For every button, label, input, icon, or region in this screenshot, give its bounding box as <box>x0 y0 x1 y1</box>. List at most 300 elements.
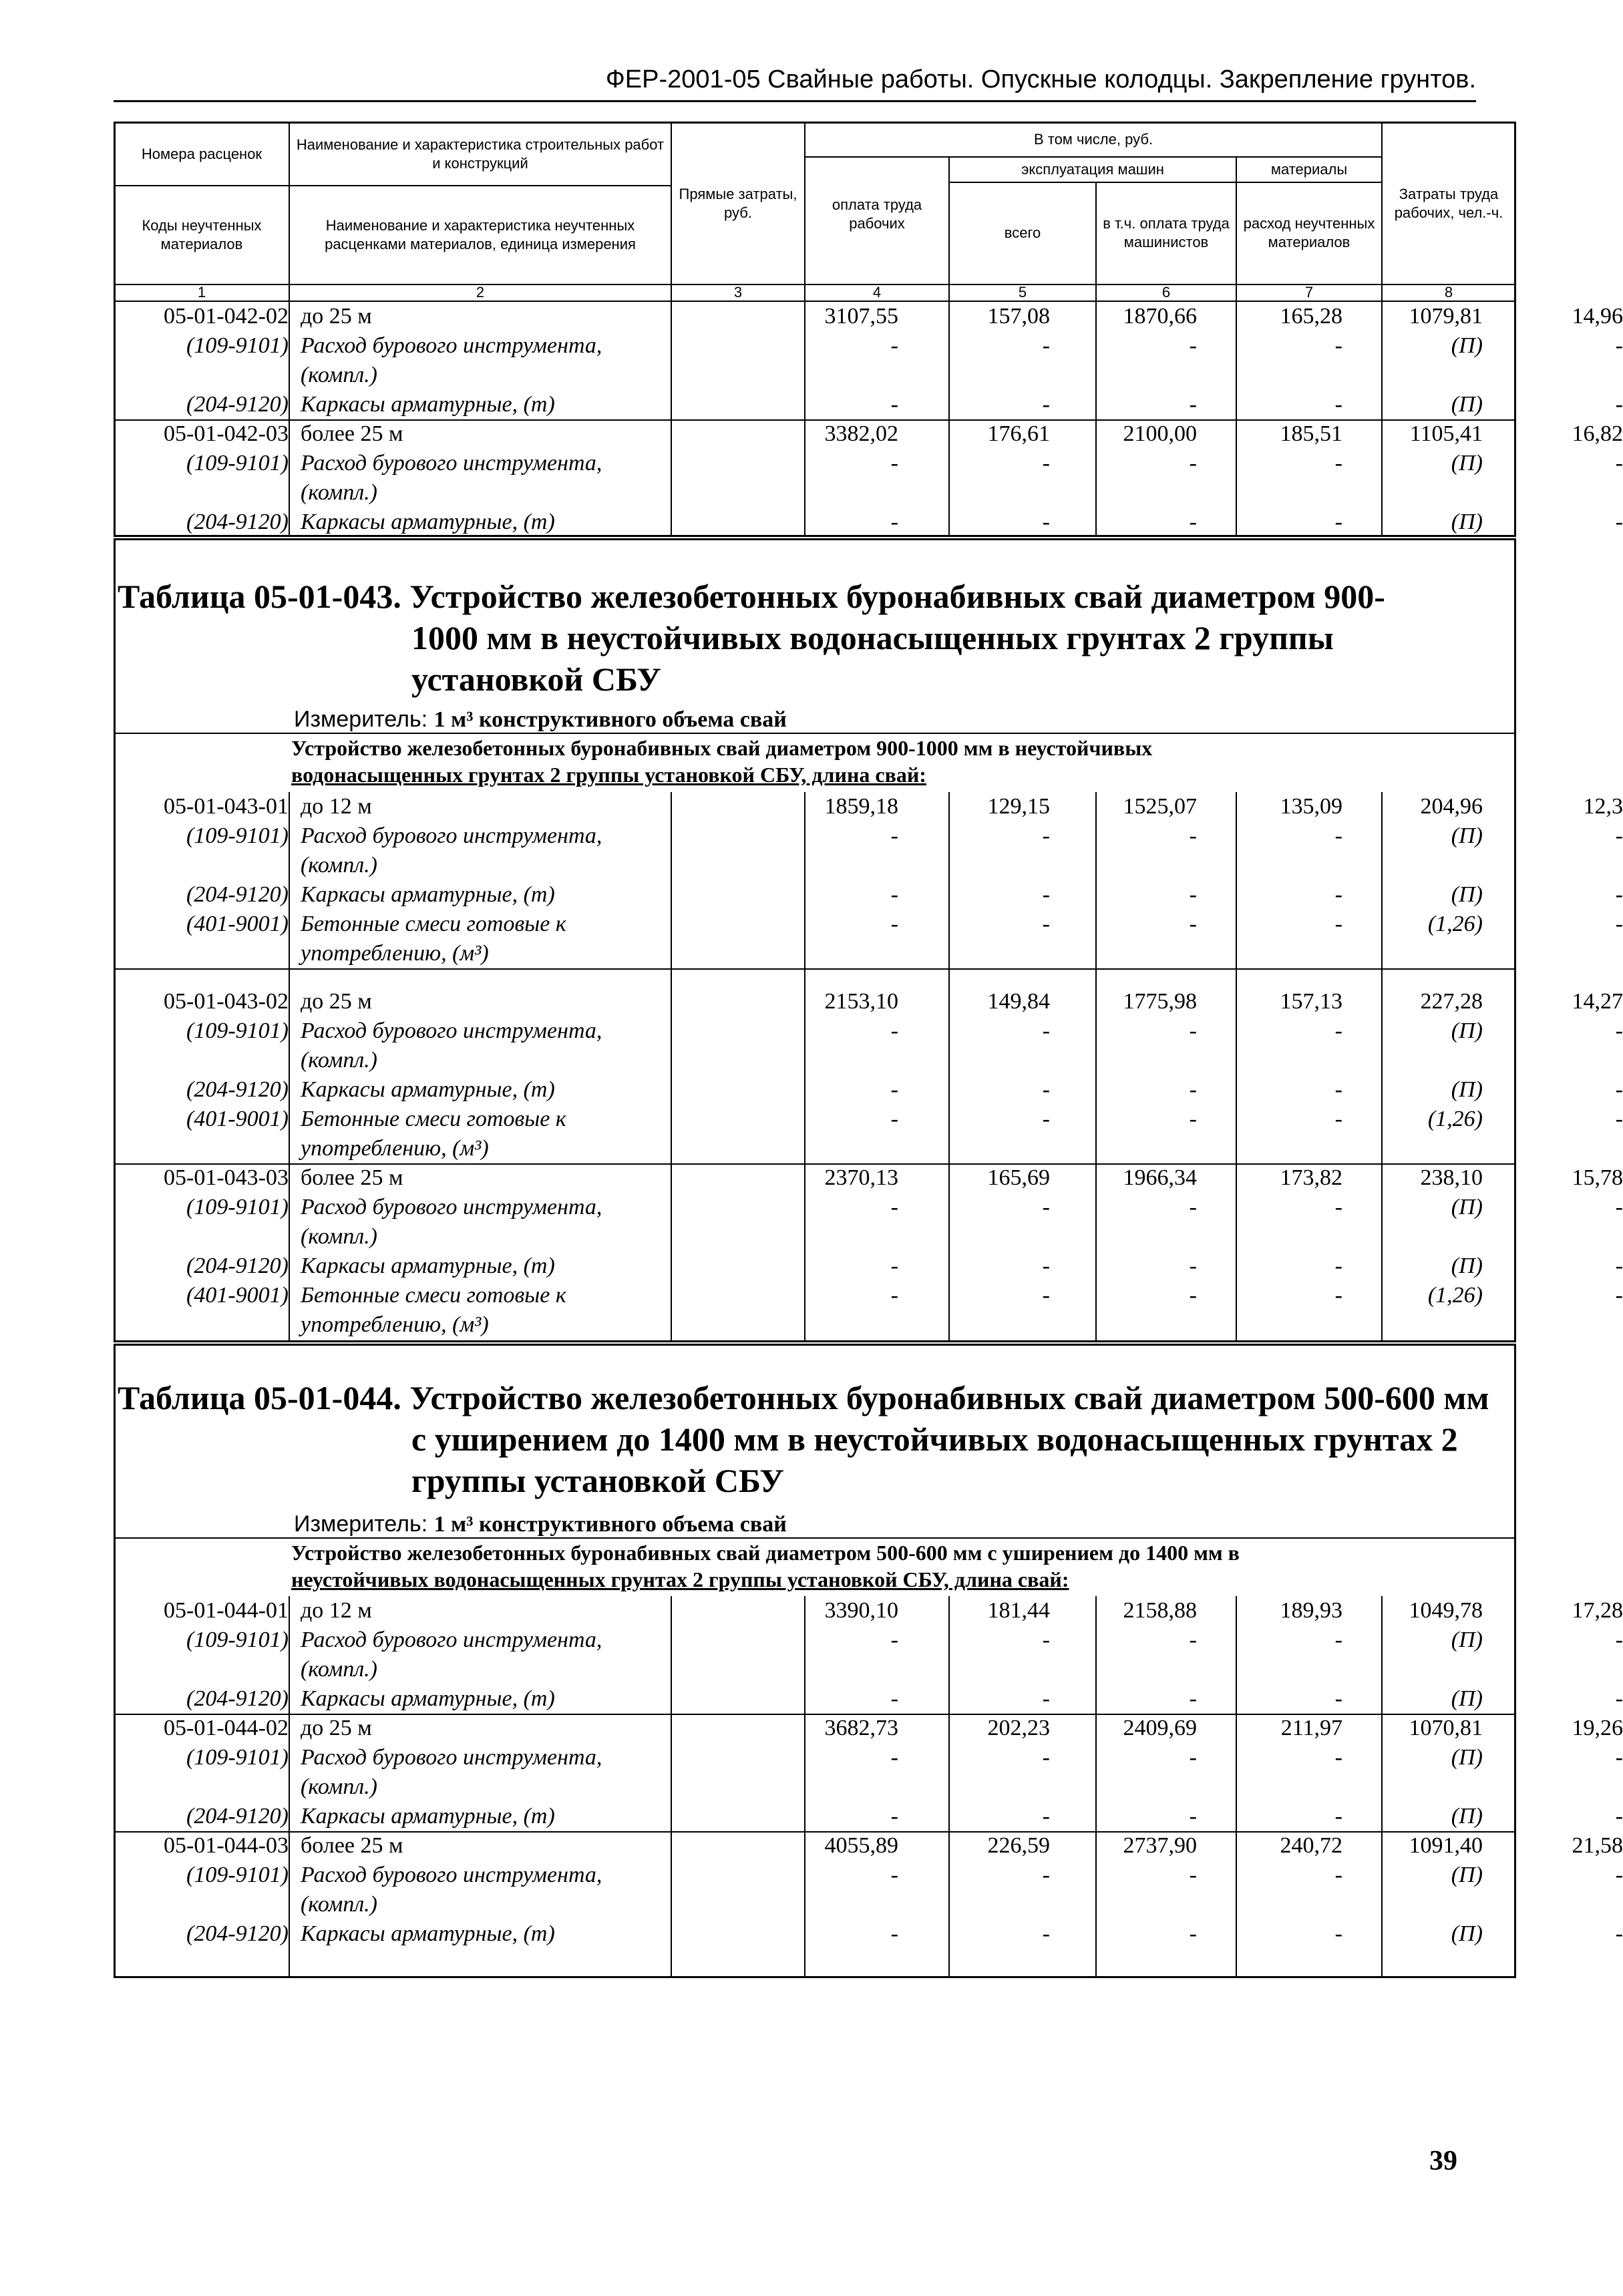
cell-direct: 3390,10 <box>824 1598 898 1623</box>
cell-labor: - <box>1042 1195 1050 1219</box>
cell-name: Расход бурового инструмента, <box>301 451 602 475</box>
cell-mach: - <box>1189 882 1197 907</box>
table-043-unit-value: 1 м³ конструктивного объема свай <box>433 707 787 732</box>
table-043-title-line3: установкой СБУ <box>411 660 661 698</box>
cell-machlab: - <box>1334 912 1342 936</box>
cell-name: (компл.) <box>301 480 377 505</box>
cell-code: 05-01-043-03 <box>164 1165 289 1190</box>
cell-direct: - <box>890 1628 898 1652</box>
cell-labor: - <box>1042 1283 1050 1308</box>
cell-hours: 14,96 <box>1572 304 1623 329</box>
cell-name: до 25 м <box>301 304 372 329</box>
cell-mach: - <box>1189 912 1197 936</box>
cell-code <box>114 361 289 390</box>
cell-name: Расход бурового инструмента, <box>301 1195 602 1219</box>
cell-direct: 4055,89 <box>824 1833 898 1858</box>
cell-code: (204-9120) <box>186 1077 289 1102</box>
cell-direct: - <box>890 1018 898 1043</box>
cell-mach: - <box>1189 1195 1197 1219</box>
cell-hours: 19,26 <box>1572 1716 1623 1740</box>
cell-name: до 25 м <box>301 989 372 1014</box>
cell-labor: - <box>1042 1077 1050 1102</box>
cell-direct: 3107,55 <box>824 304 898 329</box>
cell-name: употреблению, (м³) <box>301 1136 489 1161</box>
cell-direct: - <box>890 1921 898 1946</box>
cell-mach: 2158,88 <box>1123 1598 1197 1623</box>
cell-direct: - <box>890 392 898 417</box>
table-044-unit-value: 1 м³ конструктивного объема свай <box>433 1512 787 1537</box>
table-row <box>114 361 1516 390</box>
cell-mat: (1,26) <box>1427 1283 1483 1308</box>
cell-machlab: - <box>1334 1863 1342 1887</box>
cell-machlab: - <box>1334 392 1342 417</box>
cell-hours: - <box>1615 912 1623 936</box>
cell-code: (109-9101) <box>186 1863 289 1887</box>
cell-machlab: 189,93 <box>1280 1598 1342 1623</box>
cell-hours: - <box>1615 1804 1623 1829</box>
header-num-1: 1 <box>197 284 206 301</box>
cell-name: Каркасы арматурные, (т) <box>301 1254 555 1278</box>
table-044-title-line3: группы установкой СБУ <box>411 1462 784 1499</box>
running-header: ФЕР-2001-05 Свайные работы. Опускные колодцы. Закрепление грунтов. <box>114 59 1476 102</box>
cell-code <box>114 851 289 880</box>
cell-direct: - <box>890 1107 898 1131</box>
cell-mat: 1070,81 <box>1409 1716 1483 1740</box>
cell-mach: 1870,66 <box>1123 304 1197 329</box>
table-row <box>114 1596 1623 1625</box>
cell-direct: - <box>890 823 898 848</box>
cell-direct: - <box>890 1077 898 1102</box>
table-044-unit <box>294 1509 787 1539</box>
cell-mach: - <box>1189 451 1197 475</box>
cell-mach: 1966,34 <box>1123 1165 1197 1190</box>
cell-labor: 165,69 <box>987 1165 1050 1190</box>
cell-mat: (П) <box>1451 1804 1483 1829</box>
cell-code: (401-9001) <box>186 1107 289 1131</box>
table-row <box>114 331 1623 361</box>
cell-mach: 1525,07 <box>1123 794 1197 819</box>
cell-mach: 2100,00 <box>1123 421 1197 446</box>
table-row <box>114 449 1623 478</box>
cell-mach: 1775,98 <box>1123 989 1197 1014</box>
cell-hours: - <box>1615 1921 1623 1946</box>
table-row <box>114 1919 1623 1949</box>
cell-direct: - <box>890 333 898 358</box>
cell-mat: (П) <box>1451 882 1483 907</box>
table-row <box>114 1625 1623 1655</box>
cell-code: (109-9101) <box>186 451 289 475</box>
cell-machlab: - <box>1334 1628 1342 1652</box>
cell-labor: 176,61 <box>987 421 1050 446</box>
cell-code: 05-01-042-02 <box>164 304 289 329</box>
cell-name: Расход бурового инструмента, <box>301 1628 602 1652</box>
cell-code: (401-9001) <box>186 1283 289 1308</box>
cell-name: Расход бурового инструмента, <box>301 333 602 358</box>
cell-name: Расход бурового инструмента, <box>301 1745 602 1770</box>
cell-mat: (1,26) <box>1427 1107 1483 1131</box>
table-044-title-line2: с уширением до 1400 мм в неустойчивых водонасыщенных грунтах 2 <box>411 1420 1458 1458</box>
cell-mach: - <box>1189 1018 1197 1043</box>
table-row <box>114 1193 1623 1222</box>
table-043-group-line2: водонасыщенных грунтах 2 группы установкой СБУ, длина свай: <box>291 763 926 787</box>
cell-labor: - <box>1042 882 1050 907</box>
cell-direct: - <box>890 1254 898 1278</box>
cell-code <box>114 1310 289 1340</box>
cell-hours: - <box>1615 1018 1623 1043</box>
cell-machlab: - <box>1334 1686 1342 1711</box>
cell-direct: 3682,73 <box>824 1716 898 1740</box>
cell-direct: - <box>890 1863 898 1887</box>
table-row <box>114 390 1623 419</box>
cell-hours: - <box>1615 1107 1623 1131</box>
table-row <box>114 478 1516 508</box>
table-row <box>114 1861 1623 1890</box>
cell-name: Каркасы арматурные, (т) <box>301 510 555 534</box>
cell-machlab: 240,72 <box>1280 1833 1342 1858</box>
table-row <box>114 910 1623 939</box>
cell-labor: - <box>1042 392 1050 417</box>
cell-mat: 238,10 <box>1420 1165 1483 1190</box>
cell-direct: 3382,02 <box>824 421 898 446</box>
cell-hours: - <box>1615 1745 1623 1770</box>
table-043-title-lead: Таблица 05-01-043. Устройство железобетонных буронабивных свай диаметром 900- <box>118 578 1385 615</box>
cell-hours: - <box>1615 333 1623 358</box>
table-043-group-line1: Устройство железобетонных буронабивных свай диаметром 900-1000 мм в неустойчивых <box>291 736 1153 760</box>
cell-mach: - <box>1189 823 1197 848</box>
cell-name: до 12 м <box>301 794 372 819</box>
cell-name: Расход бурового инструмента, <box>301 1863 602 1887</box>
table-row <box>114 851 1516 880</box>
cell-code <box>114 1890 289 1919</box>
header-num-6: 6 <box>1161 284 1171 301</box>
table-row <box>114 1684 1623 1714</box>
cell-code: 05-01-043-01 <box>164 794 289 819</box>
header-num-4: 4 <box>872 284 882 301</box>
cell-hours: - <box>1615 1254 1623 1278</box>
cell-name: Каркасы арматурные, (т) <box>301 882 555 907</box>
cell-labor: - <box>1042 1921 1050 1946</box>
header-num-8: 8 <box>1444 284 1453 301</box>
cell-labor: 157,08 <box>987 304 1050 329</box>
cell-name: до 12 м <box>301 1598 372 1623</box>
header-materials: материалы <box>1270 161 1348 178</box>
cell-name: Расход бурового инструмента, <box>301 823 602 848</box>
cell-labor: - <box>1042 1804 1050 1829</box>
cell-name: более 25 м <box>301 1165 403 1190</box>
cell-code <box>114 939 289 968</box>
table-row <box>114 419 1623 449</box>
cell-code: 05-01-044-03 <box>164 1833 289 1858</box>
table-043-group-heading <box>291 735 1513 788</box>
cell-machlab: - <box>1334 451 1342 475</box>
cell-hours: - <box>1615 1686 1623 1711</box>
cell-labor: - <box>1042 333 1050 358</box>
cell-mach: - <box>1189 1254 1197 1278</box>
cell-mach: 2737,90 <box>1123 1833 1197 1858</box>
cell-mat: (П) <box>1451 1254 1483 1278</box>
cell-machlab: - <box>1334 1921 1342 1946</box>
cell-code: 05-01-044-01 <box>164 1598 289 1623</box>
cell-labor: - <box>1042 1628 1050 1652</box>
header-num-3: 3 <box>733 284 743 301</box>
table-row <box>114 792 1623 821</box>
cell-mat: (П) <box>1451 333 1483 358</box>
cell-name: (компл.) <box>301 1892 377 1917</box>
cell-name: Бетонные смеси готовые к <box>301 1283 566 1308</box>
cell-labor: - <box>1042 1254 1050 1278</box>
header-machine-operation: эксплуатация машин <box>1021 161 1164 178</box>
table-row <box>114 987 1623 1016</box>
cell-direct: 2370,13 <box>824 1165 898 1190</box>
header-machine-total: всего <box>1004 224 1041 241</box>
table-row <box>114 1655 1516 1684</box>
cell-code: (204-9120) <box>186 1804 289 1829</box>
cell-code <box>114 1222 289 1252</box>
cell-direct: - <box>890 882 898 907</box>
header-material-name: Наименование и характеристика неучтенных расценками материалов, единица измерения <box>325 217 636 252</box>
header-labor-hours: Затраты труда рабочих, чел.-ч. <box>1394 186 1503 221</box>
cell-code: (109-9101) <box>186 1745 289 1770</box>
cell-hours: 21,58 <box>1572 1833 1623 1858</box>
cell-mach: - <box>1189 333 1197 358</box>
cell-machlab: - <box>1334 882 1342 907</box>
cell-code: (109-9101) <box>186 1018 289 1043</box>
table-044-group-line1: Устройство железобетонных буронабивных свай диаметром 500-600 мм с уширением до 1400 мм в <box>291 1541 1240 1565</box>
cell-name: Каркасы арматурные, (т) <box>301 1921 555 1946</box>
cell-direct: - <box>890 1195 898 1219</box>
cell-hours: - <box>1615 392 1623 417</box>
cell-mach: - <box>1189 1283 1197 1308</box>
cell-direct: - <box>890 451 898 475</box>
table-043-unit-label: Измеритель: <box>294 707 434 732</box>
cell-labor: - <box>1042 823 1050 848</box>
table-043-unit <box>294 705 787 735</box>
cell-name: (компл.) <box>301 853 377 878</box>
cell-name: до 25 м <box>301 1716 372 1740</box>
cell-labor: - <box>1042 1686 1050 1711</box>
cell-direct: 2153,10 <box>824 989 898 1014</box>
header-direct-costs: Прямые затраты, руб. <box>679 186 797 221</box>
cell-machlab: - <box>1334 1107 1342 1131</box>
cell-mat: (П) <box>1451 1745 1483 1770</box>
cell-code: (109-9101) <box>186 1195 289 1219</box>
cell-mat: 1079,81 <box>1409 304 1483 329</box>
cell-machlab: - <box>1334 1195 1342 1219</box>
header-operator-wages: в т.ч. оплата труда машинистов <box>1103 215 1230 250</box>
cell-name: Бетонные смеси готовые к <box>301 1107 566 1131</box>
cell-name: (компл.) <box>301 1774 377 1799</box>
cell-mat: (П) <box>1451 1077 1483 1102</box>
cell-machlab: - <box>1334 1283 1342 1308</box>
cell-hours: - <box>1615 882 1623 907</box>
cell-mach: - <box>1189 392 1197 417</box>
table-044-group-heading <box>291 1539 1513 1593</box>
cell-labor: 129,15 <box>987 794 1050 819</box>
cell-mat: 204,96 <box>1420 794 1483 819</box>
cell-labor: 202,23 <box>987 1716 1050 1740</box>
cell-name: (компл.) <box>301 1048 377 1073</box>
cell-code: (109-9101) <box>186 333 289 358</box>
cell-name: (компл.) <box>301 1224 377 1249</box>
cell-mach: - <box>1189 1686 1197 1711</box>
header-num-2: 2 <box>476 284 485 301</box>
cell-labor: - <box>1042 1107 1050 1131</box>
cell-code: (204-9120) <box>186 1254 289 1278</box>
cell-code: (204-9120) <box>186 510 289 534</box>
table-row <box>114 880 1623 910</box>
cell-mach: - <box>1189 1921 1197 1946</box>
cell-code: 05-01-044-02 <box>164 1716 289 1740</box>
cell-code <box>114 1134 289 1163</box>
table-row <box>114 1310 1516 1340</box>
table-row <box>114 1252 1623 1281</box>
cell-mat: (П) <box>1451 392 1483 417</box>
header-material-consumption: расход неучтенных материалов <box>1243 215 1375 250</box>
header-work-name: Наименование и характеристика строительных работ и конструкций <box>296 136 665 172</box>
cell-hours: - <box>1615 1077 1623 1102</box>
cell-labor: - <box>1042 1018 1050 1043</box>
header-material-codes: Коды неучтенных материалов <box>142 217 262 252</box>
cell-name: Каркасы арматурные, (т) <box>301 1804 555 1829</box>
cell-machlab: 185,51 <box>1280 421 1342 446</box>
cell-direct: - <box>890 510 898 534</box>
table-row <box>114 302 1623 331</box>
cell-code: (204-9120) <box>186 882 289 907</box>
cell-mat: (П) <box>1451 1018 1483 1043</box>
cell-hours: - <box>1615 1283 1623 1308</box>
cell-name: более 25 м <box>301 1833 403 1858</box>
cell-mat: (П) <box>1451 1863 1483 1887</box>
cell-name: Каркасы арматурные, (т) <box>301 392 555 417</box>
cell-machlab: 211,97 <box>1280 1716 1342 1740</box>
cell-mat: (П) <box>1451 1686 1483 1711</box>
cell-mat: 1105,41 <box>1409 421 1483 446</box>
table-row <box>114 508 1623 537</box>
cell-labor: 181,44 <box>987 1598 1050 1623</box>
cell-labor: - <box>1042 510 1050 534</box>
cell-hours: 12,3 <box>1583 794 1623 819</box>
cell-mat: (П) <box>1451 1195 1483 1219</box>
cell-machlab: - <box>1334 823 1342 848</box>
cell-name: употреблению, (м³) <box>301 941 489 966</box>
cell-code: 05-01-043-02 <box>164 989 289 1014</box>
cell-mat: 1091,40 <box>1409 1833 1483 1858</box>
cell-labor: - <box>1042 1745 1050 1770</box>
cell-machlab: 165,28 <box>1280 304 1342 329</box>
cell-code: 05-01-042-03 <box>164 421 289 446</box>
table-044-title-lead: Таблица 05-01-044. Устройство железобетонных буронабивных свай диаметром 500-600 мм <box>118 1379 1489 1416</box>
cell-mach: 2409,69 <box>1123 1716 1197 1740</box>
cell-machlab: 135,09 <box>1280 794 1342 819</box>
cell-hours: - <box>1615 510 1623 534</box>
cell-machlab: - <box>1334 510 1342 534</box>
cell-code <box>114 1655 289 1684</box>
cell-direct: 1859,18 <box>824 794 898 819</box>
cell-code <box>114 1046 289 1075</box>
table-row <box>114 1105 1623 1134</box>
table-row <box>114 1743 1623 1772</box>
table-row <box>114 939 1516 968</box>
cell-mat: (П) <box>1451 1628 1483 1652</box>
cell-mat: (П) <box>1451 510 1483 534</box>
cell-hours: - <box>1615 1628 1623 1652</box>
cell-machlab: - <box>1334 1804 1342 1829</box>
table-043-title <box>118 576 1513 700</box>
cell-name: Расход бурового инструмента, <box>301 1018 602 1043</box>
table-row <box>114 1890 1516 1919</box>
table-row <box>114 1714 1623 1743</box>
cell-machlab: 157,13 <box>1280 989 1342 1014</box>
cell-hours: - <box>1615 451 1623 475</box>
cell-name: Каркасы арматурные, (т) <box>301 1077 555 1102</box>
cell-code <box>114 478 289 508</box>
cell-labor: - <box>1042 912 1050 936</box>
cell-machlab: - <box>1334 1077 1342 1102</box>
table-row <box>114 1134 1516 1163</box>
cell-name: Каркасы арматурные, (т) <box>301 1686 555 1711</box>
table-row <box>114 1222 1516 1252</box>
cell-name: (компл.) <box>301 363 377 387</box>
cell-direct: - <box>890 1745 898 1770</box>
cell-mach: - <box>1189 1107 1197 1131</box>
cell-hours: 17,28 <box>1572 1598 1623 1623</box>
cell-machlab: - <box>1334 1254 1342 1278</box>
cell-mach: - <box>1189 1804 1197 1829</box>
cell-machlab: - <box>1334 1745 1342 1770</box>
cell-mat: (П) <box>1451 1921 1483 1946</box>
cell-mach: - <box>1189 1628 1197 1652</box>
header-num-5: 5 <box>1018 284 1027 301</box>
cell-mach: - <box>1189 510 1197 534</box>
cell-mach: - <box>1189 1745 1197 1770</box>
table-044-title <box>118 1377 1513 1501</box>
cell-mat: 1049,78 <box>1409 1598 1483 1623</box>
cell-labor: 226,59 <box>987 1833 1050 1858</box>
table-row <box>114 1772 1516 1802</box>
cell-mat: (П) <box>1451 823 1483 848</box>
cell-hours: 14,27 <box>1572 989 1623 1014</box>
table-row <box>114 1281 1623 1310</box>
cell-code: (204-9120) <box>186 1686 289 1711</box>
cell-machlab: - <box>1334 1018 1342 1043</box>
cell-name: употреблению, (м³) <box>301 1312 489 1337</box>
cell-code: (204-9120) <box>186 1921 289 1946</box>
cell-code: (109-9101) <box>186 1628 289 1652</box>
header-including: В том числе, руб. <box>1033 131 1153 148</box>
table-043-title-line2: 1000 мм в неустойчивых водонасыщенных грунтах 2 группы <box>411 619 1334 656</box>
page-number: 39 <box>1429 2146 1457 2176</box>
cell-mach: - <box>1189 1077 1197 1102</box>
table-044-group-line2: неустойчивых водонасыщенных грунтах 2 группы установкой СБУ, длина свай: <box>291 1567 1069 1591</box>
cell-labor: 149,84 <box>987 989 1050 1014</box>
cell-code: (401-9001) <box>186 912 289 936</box>
cell-mat: 227,28 <box>1420 989 1483 1014</box>
table-row <box>114 1016 1623 1046</box>
cell-direct: - <box>890 912 898 936</box>
cell-hours: 16,82 <box>1572 421 1623 446</box>
table-044-unit-label: Измеритель: <box>294 1511 434 1537</box>
cell-machlab: - <box>1334 333 1342 358</box>
cell-mach: - <box>1189 1863 1197 1887</box>
cell-direct: - <box>890 1283 898 1308</box>
cell-hours: - <box>1615 1863 1623 1887</box>
cell-hours: - <box>1615 823 1623 848</box>
cell-name: Бетонные смеси готовые к <box>301 912 566 936</box>
header-worker-wages: оплата труда рабочих <box>832 196 922 232</box>
table-row <box>114 821 1623 851</box>
table-row <box>114 1075 1623 1105</box>
cell-hours: - <box>1615 1195 1623 1219</box>
